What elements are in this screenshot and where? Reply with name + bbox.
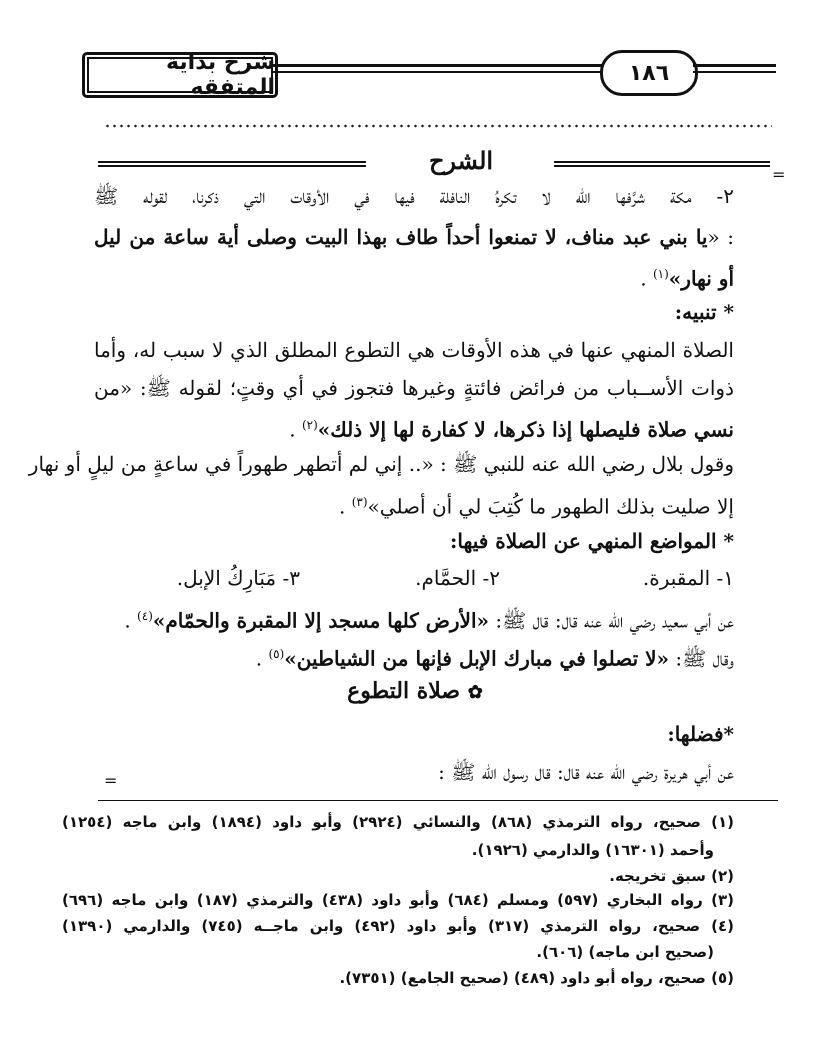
paragraph-line: الصلاة المنهي عنها في هذه الأوقات هي التطوع المطلق الذي لا سبب له، وأما <box>94 338 734 362</box>
footnote: (١) صحيح، رواه الترمذي (٨٦٨) والنسائي (٢٩٢٤) وأبو داود (١٨٩٤) وابن ماجه (١٢٥٤) <box>62 813 734 831</box>
flower-icon: ✿ <box>467 682 483 703</box>
margin-mark-top: = <box>772 165 786 184</box>
section-heading-text: الشرح <box>428 146 494 175</box>
footnote: (٢) سبق تخريجه. <box>609 867 734 885</box>
virtue-label: *فضلها: <box>667 722 734 746</box>
paragraph-line: : «يا بني عبد مناف، لا تمنعوا أحداً طاف بهذا البيت وصلى أية ساعة من ليل <box>94 225 734 249</box>
header-rule-left <box>272 64 602 73</box>
paragraph-line: وقال ﷺ: «لا تصلوا في مبارك الإبل فإنها من الشياطين»$^{(٥)}$ . <box>255 646 734 671</box>
hadith-text: يا بني عبد مناف، لا تمنعوا أحداً طاف بهذا البيت وصلى أية ساعة من ليل <box>94 225 708 249</box>
section-heading <box>98 146 770 180</box>
paragraph-line: وقول بلال رضي الله عنه للنبي ﷺ : «.. إني لم أتطهر طهوراً في ساعةٍ من ليلٍ أو نهار <box>28 452 734 476</box>
footnote: (٤) صحيح، رواه الترمذي (٣١٧) وأبو داود (٤٩٢) وابن ماجــه (٧٤٥) والدارمي (١٣٩٠) <box>62 917 734 935</box>
footnote-rule <box>98 800 778 801</box>
margin-mark-bottom: = <box>104 771 118 790</box>
note-label: * تنبيه: <box>674 300 734 324</box>
paragraph-line: إلا صليت بذلك الطهور ما كُتِبَ لي أن أصلي»$^{(٣)}$ . <box>338 494 734 519</box>
subheading-text: صلاة التطوع <box>347 678 461 704</box>
heading-rule-left <box>98 161 366 167</box>
footnote-ref: (٢) <box>301 418 318 432</box>
paragraph-line: نسي صلاة فليصلها إذا ذكرها، لا كفارة لها إلا ذلك»$^{(٢)}$ . <box>289 417 734 442</box>
paragraph-line: عن أبي هريرة رضي الله عنه قال: قال رسول الله ﷺ : <box>438 760 734 784</box>
footnote-ref: (١) <box>652 267 669 281</box>
footnote: (٥) صحيح، رواه أبو داود (٤٨٩) (صحيح الجامع) (٧٣٥١). <box>339 969 734 987</box>
paragraph-line: أو نهار»$^{(١)}$ . <box>640 266 734 291</box>
subheading <box>0 678 830 704</box>
page-number-box <box>600 50 698 96</box>
place-item: ٣- مَبَارِكُ الإبل. <box>176 566 300 590</box>
place-item: ١- المقبرة. <box>642 566 734 590</box>
paragraph-line: ذوات الأســباب من فرائض فائتةٍ وغيرها فتجوز في أي وقتٍ؛ لقوله ﷺ: «من <box>94 376 734 400</box>
footnote: (٣) رواه البخاري (٥٩٧) ومسلم (٦٨٤) وأبو داود (٤٣٨) والترمذي (١٨٧) وابن ماجه (٦٩٦) <box>62 891 734 909</box>
footnote-ref: (٣) <box>351 495 368 509</box>
header-rule-right <box>693 64 776 73</box>
paragraph-line: ٢- مكة شرَّفها الله لا تكرهُ النافلة فيها في الأوقات التي ذكرنا، لقوله ﷺ <box>94 184 734 208</box>
footnote-ref: (٤) <box>137 609 153 623</box>
place-item: ٢- الحمَّام. <box>415 566 500 590</box>
places-heading: * المواضع المنهي عن الصلاة فيها: <box>450 529 734 553</box>
paragraph-line: عن أبي سعيد رضي الله عنه قال: قال ﷺ: «الأرض كلها مسجد إلا المقبرة والحمّام»$^{(٤)}$ . <box>124 608 734 633</box>
footnote: وأحمد (١٦٣٠١) والدارمي (١٩٢٦). <box>471 841 714 859</box>
book-title-box <box>82 52 278 98</box>
page-number: ١٨٦ <box>628 60 670 86</box>
footnote: (صحيح ابن ماجه) (٦٠٦). <box>536 943 714 961</box>
book-title: شرح بداية المتفقه <box>166 50 275 100</box>
footnote-ref: (٥) <box>268 647 285 661</box>
dotted-separator <box>104 124 772 128</box>
heading-rule-right <box>554 161 770 167</box>
